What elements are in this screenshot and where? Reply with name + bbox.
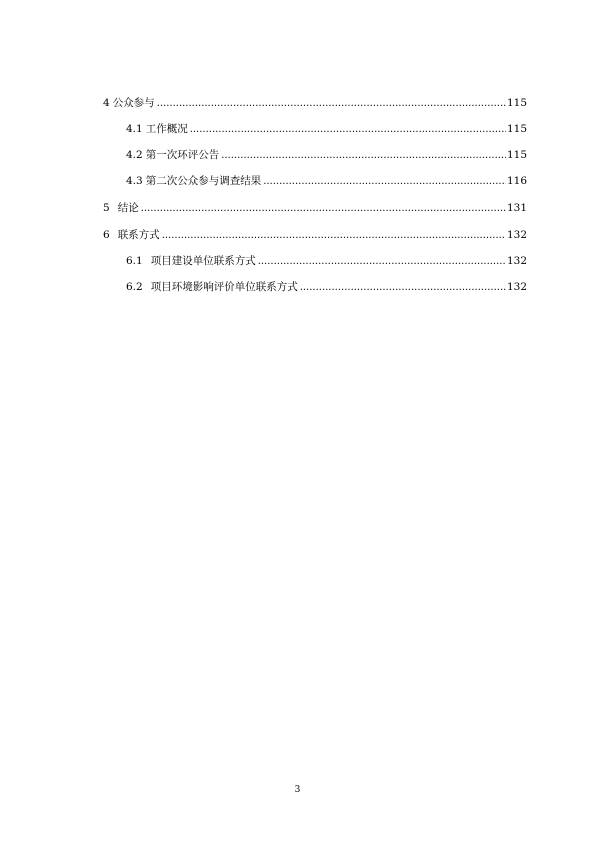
toc-entry-6-2[interactable] <box>126 280 527 294</box>
dot-leader <box>263 175 506 189</box>
toc-entry-title: 公众参与 <box>112 97 155 109</box>
toc-entry-page: 115 <box>506 123 527 135</box>
dot-leader <box>162 229 506 243</box>
dot-leader <box>258 255 506 269</box>
toc-entry-page: 132 <box>506 281 527 293</box>
toc-entry-title: 项目建设单位联系方式 <box>150 255 256 267</box>
toc-entry-6-1[interactable] <box>126 254 527 268</box>
toc-entry-5[interactable] <box>103 201 527 215</box>
toc-entry-title: 项目环境影响评价单位联系方式 <box>150 281 298 293</box>
toc-entry-4-3[interactable] <box>126 174 527 188</box>
toc-entry-number: 4 <box>103 97 110 109</box>
toc-entry-6[interactable] <box>103 228 527 242</box>
toc-entry-number: 6.1 <box>126 255 143 267</box>
toc-entry-number: 5 <box>103 202 110 214</box>
toc-entry-number: 4.1 <box>126 123 143 135</box>
toc-entry-title: 第一次环评公告 <box>145 149 220 161</box>
dot-leader <box>190 123 506 137</box>
toc-entry-4-2[interactable] <box>126 148 527 162</box>
toc-entry-page: 116 <box>506 175 527 187</box>
dot-leader <box>157 97 506 111</box>
toc-entry-title: 第二次公众参与调查结果 <box>145 175 262 187</box>
toc-entry-4[interactable] <box>103 96 527 110</box>
dot-leader <box>300 281 506 295</box>
toc-entry-page: 115 <box>506 97 527 109</box>
toc-entry-number: 6 <box>103 229 110 241</box>
toc-entry-title: 工作概况 <box>145 123 188 135</box>
toc-entry-page: 131 <box>506 202 527 214</box>
toc-entry-number: 4.2 <box>126 149 143 161</box>
toc-entry-page: 132 <box>506 255 527 267</box>
dot-leader <box>141 202 506 216</box>
toc-entry-title: 联系方式 <box>117 229 160 241</box>
toc-entry-title: 结论 <box>117 202 139 214</box>
toc-entry-number: 6.2 <box>126 281 143 293</box>
toc-entry-page: 132 <box>506 229 527 241</box>
dot-leader <box>221 149 506 163</box>
toc-entry-number: 4.3 <box>126 175 143 187</box>
toc-entry-page: 115 <box>506 149 527 161</box>
page-number: 3 <box>294 785 301 795</box>
toc-entry-4-1[interactable] <box>126 122 527 136</box>
